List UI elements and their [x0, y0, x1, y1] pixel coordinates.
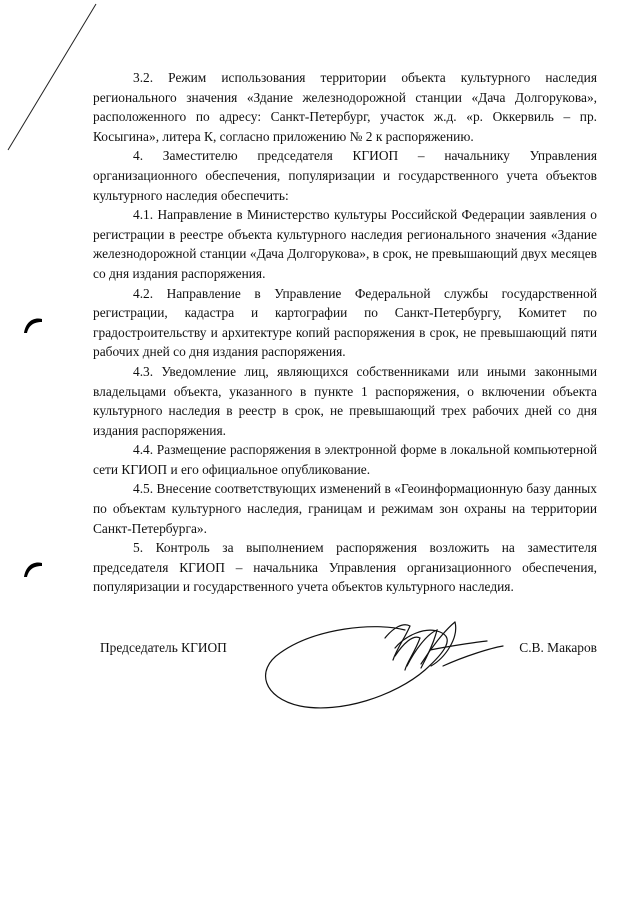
signatory-title: Председатель КГИОП: [100, 640, 227, 655]
handwritten-signature: [255, 608, 505, 718]
punch-hole-mark-top: [22, 316, 44, 336]
paragraph-4: 4. Заместителю председателя КГИОП – начальнику Управления организационного обеспечения, популяризации и государственного учета объектов культурного наследия обеспечить:: [93, 148, 597, 203]
punch-hole-mark-bottom: [22, 560, 44, 580]
paragraph-5: 5. Контроль за выполнением распоряжения возложить на заместителя председателя КГИОП – начальника Управления организационного обеспечения, популяризации и государственного учета объектов культурного наследия.: [93, 540, 597, 595]
paragraph-4-5: 4.5. Внесение соответствующих изменений в «Геоинформационную базу данных по объектам культурного наследия, границам и режимам зон охраны на территории Санкт-Петербурга».: [93, 481, 597, 536]
signatory-name: С.В. Макаров: [519, 640, 597, 655]
document-body: [93, 68, 597, 597]
paragraph-4-1: 4.1. Направление в Министерство культуры Российской Федерации заявления о регистрации в реестре объекта культурного наследия регионального значения «Здание железнодорожной станции «Дача Долгорукова», в срок, не превышающий двух месяцев со дня издания распоряжения.: [93, 207, 597, 281]
signature-row: [93, 640, 597, 660]
paragraph-3-2: 3.2. Режим использования территории объекта культурного наследия регионального значения «Здание железнодорожной станции «Дача Долгорукова», расположенного по адресу: Санкт-Петербург, участок ж.д. «р. Оккервиль – пр. Косыгина», литера К, согласно приложению № 2 к распоряжению.: [93, 70, 597, 144]
paragraph-4-3: 4.3. Уведомление лиц, являющихся собственниками или иными законными владельцами объекта, указанного в пункте 1 распоряжения, о включении объекта культурного наследия в реестр в срок, не превышающий трех рабочих дней со дня издания распоряжения.: [93, 363, 597, 438]
paragraph-4-4: 4.4. Размещение распоряжения в электронной форме в локальной компьютерной сети КГИОП и его официальное опубликование.: [93, 442, 597, 477]
paragraph-4-2: 4.2. Направление в Управление Федеральной службы государственной регистрации, кадастра и картографии по Санкт-Петербургу, Комитет по градостроительству и архитектуре копий распоряжения в срок, не превышающий пяти рабочих дней со дня издания распоряжения.: [93, 285, 597, 360]
